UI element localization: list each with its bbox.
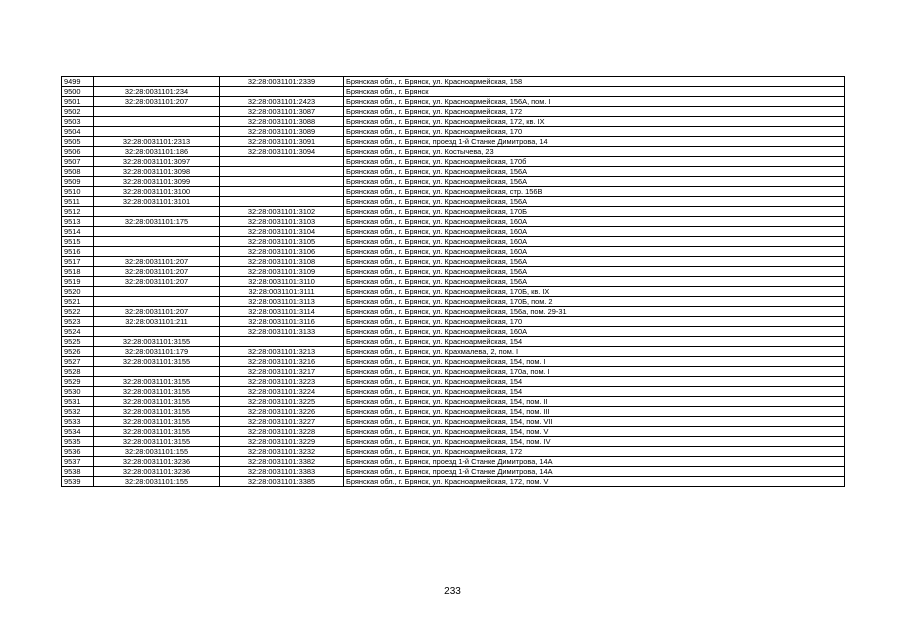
table-row (62, 397, 845, 407)
row-number-cell: 9514 (62, 227, 94, 237)
row-number-cell: 9522 (62, 307, 94, 317)
object-cadastral-cell: 32:28:0031101:3091 (220, 137, 344, 147)
row-number-cell: 9500 (62, 87, 94, 97)
parcel-cadastral-cell (94, 247, 220, 257)
object-cadastral-cell: 32:28:0031101:3110 (220, 277, 344, 287)
object-cadastral-cell: 32:28:0031101:3089 (220, 127, 344, 137)
object-cadastral-cell (220, 167, 344, 177)
object-cadastral-cell (220, 177, 344, 187)
address-cell: Брянская обл., г. Брянск, проезд 1-й Станке Димитрова, 14А (344, 457, 845, 467)
table-row (62, 187, 845, 197)
address-cell: Брянская обл., г. Брянск, ул. Красноармейская, 154 (344, 387, 845, 397)
parcel-cadastral-cell: 32:28:0031101:3155 (94, 437, 220, 447)
object-cadastral-cell (220, 197, 344, 207)
object-cadastral-cell: 32:28:0031101:3094 (220, 147, 344, 157)
address-cell: Брянская обл., г. Брянск, ул. Красноармейская, 170 (344, 317, 845, 327)
address-cell: Брянская обл., г. Брянск, ул. Красноармейская, стр. 156В (344, 187, 845, 197)
table-row (62, 307, 845, 317)
row-number-cell: 9531 (62, 397, 94, 407)
object-cadastral-cell: 32:28:0031101:3106 (220, 247, 344, 257)
row-number-cell: 9532 (62, 407, 94, 417)
parcel-cadastral-cell: 32:28:0031101:3155 (94, 417, 220, 427)
address-cell: Брянская обл., г. Брянск, ул. Красноармейская, 154 (344, 377, 845, 387)
table-row (62, 227, 845, 237)
row-number-cell: 9537 (62, 457, 94, 467)
parcel-cadastral-cell: 32:28:0031101:3097 (94, 157, 220, 167)
object-cadastral-cell: 32:28:0031101:2423 (220, 97, 344, 107)
address-cell: Брянская обл., г. Брянск, ул. Красноармейская, 154 (344, 337, 845, 347)
address-cell: Брянская обл., г. Брянск, ул. Красноармейская, 154, пом. I (344, 357, 845, 367)
table-row (62, 337, 845, 347)
address-cell: Брянская обл., г. Брянск, ул. Красноармейская, 160А (344, 237, 845, 247)
row-number-cell: 9535 (62, 437, 94, 447)
address-cell: Брянская обл., г. Брянск, ул. Красноармейская, 172 (344, 447, 845, 457)
table-row (62, 207, 845, 217)
object-cadastral-cell: 32:28:0031101:2339 (220, 77, 344, 87)
object-cadastral-cell: 32:28:0031101:3232 (220, 447, 344, 457)
row-number-cell: 9511 (62, 197, 94, 207)
table-row (62, 267, 845, 277)
address-cell: Брянская обл., г. Брянск, ул. Красноармейская, 170Б, пом. 2 (344, 297, 845, 307)
parcel-cadastral-cell (94, 77, 220, 87)
parcel-cadastral-cell: 32:28:0031101:207 (94, 97, 220, 107)
table-row (62, 477, 845, 487)
table-row (62, 107, 845, 117)
address-cell: Брянская обл., г. Брянск, ул. Красноармейская, 156А, пом. I (344, 97, 845, 107)
address-cell: Брянская обл., г. Брянск (344, 87, 845, 97)
row-number-cell: 9520 (62, 287, 94, 297)
row-number-cell: 9517 (62, 257, 94, 267)
object-cadastral-cell: 32:28:0031101:3383 (220, 467, 344, 477)
row-number-cell: 9524 (62, 327, 94, 337)
object-cadastral-cell: 32:28:0031101:3385 (220, 477, 344, 487)
table-row (62, 427, 845, 437)
parcel-cadastral-cell: 32:28:0031101:207 (94, 307, 220, 317)
table-row (62, 117, 845, 127)
object-cadastral-cell: 32:28:0031101:3223 (220, 377, 344, 387)
table-row (62, 297, 845, 307)
table-row (62, 377, 845, 387)
table-row (62, 177, 845, 187)
row-number-cell: 9504 (62, 127, 94, 137)
parcel-cadastral-cell: 32:28:0031101:2313 (94, 137, 220, 147)
address-cell: Брянская обл., г. Брянск, ул. Красноармейская, 170 (344, 127, 845, 137)
row-number-cell: 9518 (62, 267, 94, 277)
parcel-cadastral-cell: 32:28:0031101:155 (94, 477, 220, 487)
object-cadastral-cell: 32:28:0031101:3116 (220, 317, 344, 327)
address-cell: Брянская обл., г. Брянск, ул. Красноармейская, 156а, пом. 29-31 (344, 307, 845, 317)
parcel-cadastral-cell: 32:28:0031101:234 (94, 87, 220, 97)
table-row (62, 367, 845, 377)
table-row (62, 257, 845, 267)
table-row (62, 467, 845, 477)
object-cadastral-cell: 32:28:0031101:3226 (220, 407, 344, 417)
address-cell: Брянская обл., г. Брянск, ул. Красноармейская, 170Б, кв. IX (344, 287, 845, 297)
row-number-cell: 9503 (62, 117, 94, 127)
parcel-cadastral-cell: 32:28:0031101:3155 (94, 337, 220, 347)
row-number-cell: 9502 (62, 107, 94, 117)
parcel-cadastral-cell: 32:28:0031101:3101 (94, 197, 220, 207)
address-cell: Брянская обл., г. Брянск, ул. Красноармейская, 154, пом. IV (344, 437, 845, 447)
parcel-cadastral-cell (94, 227, 220, 237)
table-row (62, 147, 845, 157)
address-cell: Брянская обл., г. Брянск, ул. Красноармейская, 170а, пом. I (344, 367, 845, 377)
parcel-cadastral-cell (94, 297, 220, 307)
table-row (62, 317, 845, 327)
row-number-cell: 9528 (62, 367, 94, 377)
object-cadastral-cell: 32:28:0031101:3133 (220, 327, 344, 337)
object-cadastral-cell: 32:28:0031101:3217 (220, 367, 344, 377)
parcel-cadastral-cell: 32:28:0031101:3236 (94, 457, 220, 467)
parcel-cadastral-cell: 32:28:0031101:207 (94, 267, 220, 277)
table-row (62, 287, 845, 297)
parcel-cadastral-cell: 32:28:0031101:3155 (94, 407, 220, 417)
address-cell: Брянская обл., г. Брянск, ул. Красноармейская, 170б (344, 157, 845, 167)
address-cell: Брянская обл., г. Брянск, ул. Красноармейская, 156А (344, 197, 845, 207)
row-number-cell: 9527 (62, 357, 94, 367)
address-cell: Брянская обл., г. Брянск, проезд 1-й Станке Димитрова, 14 (344, 137, 845, 147)
address-cell: Брянская обл., г. Брянск, ул. Красноармейская, 154, пом. V (344, 427, 845, 437)
parcel-cadastral-cell: 32:28:0031101:186 (94, 147, 220, 157)
row-number-cell: 9509 (62, 177, 94, 187)
parcel-cadastral-cell (94, 237, 220, 247)
object-cadastral-cell (220, 87, 344, 97)
parcel-cadastral-cell: 32:28:0031101:211 (94, 317, 220, 327)
table-row (62, 277, 845, 287)
address-cell: Брянская обл., г. Брянск, ул. Красноармейская, 156А (344, 167, 845, 177)
object-cadastral-cell: 32:28:0031101:3213 (220, 347, 344, 357)
row-number-cell: 9501 (62, 97, 94, 107)
table-row (62, 137, 845, 147)
object-cadastral-cell: 32:28:0031101:3103 (220, 217, 344, 227)
object-cadastral-cell: 32:28:0031101:3382 (220, 457, 344, 467)
parcel-cadastral-cell: 32:28:0031101:179 (94, 347, 220, 357)
row-number-cell: 9516 (62, 247, 94, 257)
parcel-cadastral-cell (94, 207, 220, 217)
table-row (62, 327, 845, 337)
address-cell: Брянская обл., г. Брянск, ул. Красноармейская, 160А (344, 327, 845, 337)
address-cell: Брянская обл., г. Брянск, ул. Красноармейская, 156А (344, 277, 845, 287)
row-number-cell: 9505 (62, 137, 94, 147)
address-cell: Брянская обл., г. Брянск, ул. Красноармейская, 172, пом. V (344, 477, 845, 487)
parcel-cadastral-cell: 32:28:0031101:175 (94, 217, 220, 227)
address-cell: Брянская обл., г. Брянск, ул. Красноармейская, 156А (344, 257, 845, 267)
row-number-cell: 9507 (62, 157, 94, 167)
parcel-cadastral-cell (94, 107, 220, 117)
row-number-cell: 9525 (62, 337, 94, 347)
parcel-cadastral-cell: 32:28:0031101:3098 (94, 167, 220, 177)
object-cadastral-cell (220, 157, 344, 167)
row-number-cell: 9530 (62, 387, 94, 397)
parcel-cadastral-cell (94, 287, 220, 297)
table-row (62, 417, 845, 427)
row-number-cell: 9539 (62, 477, 94, 487)
address-cell: Брянская обл., г. Брянск, ул. Красноармейская, 160А (344, 247, 845, 257)
object-cadastral-cell: 32:28:0031101:3225 (220, 397, 344, 407)
address-cell: Брянская обл., г. Брянск, ул. Красноармейская, 154, пом. III (344, 407, 845, 417)
parcel-cadastral-cell: 32:28:0031101:3100 (94, 187, 220, 197)
address-cell: Брянская обл., г. Брянск, ул. Красноармейская, 160А (344, 217, 845, 227)
object-cadastral-cell: 32:28:0031101:3105 (220, 237, 344, 247)
parcel-cadastral-cell (94, 327, 220, 337)
object-cadastral-cell: 32:28:0031101:3113 (220, 297, 344, 307)
row-number-cell: 9519 (62, 277, 94, 287)
parcel-cadastral-cell: 32:28:0031101:207 (94, 277, 220, 287)
table-row (62, 197, 845, 207)
row-number-cell: 9513 (62, 217, 94, 227)
row-number-cell: 9512 (62, 207, 94, 217)
parcel-cadastral-cell (94, 127, 220, 137)
row-number-cell: 9523 (62, 317, 94, 327)
row-number-cell: 9529 (62, 377, 94, 387)
table-row (62, 217, 845, 227)
address-cell: Брянская обл., г. Брянск, ул. Красноармейская, 160А (344, 227, 845, 237)
table-row (62, 167, 845, 177)
address-cell: Брянская обл., г. Брянск, ул. Красноармейская, 156А (344, 267, 845, 277)
table-row (62, 457, 845, 467)
address-cell: Брянская обл., г. Брянск, ул. Красноармейская, 156А (344, 177, 845, 187)
object-cadastral-cell: 32:28:0031101:3104 (220, 227, 344, 237)
parcel-cadastral-cell: 32:28:0031101:3155 (94, 387, 220, 397)
object-cadastral-cell: 32:28:0031101:3088 (220, 117, 344, 127)
parcel-cadastral-cell: 32:28:0031101:3155 (94, 377, 220, 387)
row-number-cell: 9499 (62, 77, 94, 87)
parcel-cadastral-cell: 32:28:0031101:3155 (94, 427, 220, 437)
parcel-cadastral-cell: 32:28:0031101:3099 (94, 177, 220, 187)
table-row (62, 127, 845, 137)
row-number-cell: 9533 (62, 417, 94, 427)
address-cell: Брянская обл., г. Брянск, ул. Красноармейская, 154, пом. II (344, 397, 845, 407)
row-number-cell: 9515 (62, 237, 94, 247)
object-cadastral-cell: 32:28:0031101:3229 (220, 437, 344, 447)
address-cell: Брянская обл., г. Брянск, ул. Красноармейская, 172 (344, 107, 845, 117)
object-cadastral-cell (220, 187, 344, 197)
object-cadastral-cell: 32:28:0031101:3109 (220, 267, 344, 277)
object-cadastral-cell: 32:28:0031101:3216 (220, 357, 344, 367)
row-number-cell: 9534 (62, 427, 94, 437)
table-row (62, 157, 845, 167)
table-row (62, 97, 845, 107)
address-cell: Брянская обл., г. Брянск, ул. Красноармейская, 158 (344, 77, 845, 87)
table-row (62, 347, 845, 357)
table-row (62, 387, 845, 397)
row-number-cell: 9526 (62, 347, 94, 357)
parcel-cadastral-cell: 32:28:0031101:3155 (94, 357, 220, 367)
table-row (62, 77, 845, 87)
registry-table-body (62, 77, 845, 487)
table-row (62, 447, 845, 457)
table-row (62, 437, 845, 447)
table-row (62, 87, 845, 97)
object-cadastral-cell: 32:28:0031101:3108 (220, 257, 344, 267)
row-number-cell: 9506 (62, 147, 94, 157)
row-number-cell: 9508 (62, 167, 94, 177)
row-number-cell: 9538 (62, 467, 94, 477)
object-cadastral-cell: 32:28:0031101:3102 (220, 207, 344, 217)
parcel-cadastral-cell: 32:28:0031101:3236 (94, 467, 220, 477)
object-cadastral-cell: 32:28:0031101:3087 (220, 107, 344, 117)
address-cell: Брянская обл., г. Брянск, ул. Костычева, 23 (344, 147, 845, 157)
row-number-cell: 9536 (62, 447, 94, 457)
address-cell: Брянская обл., г. Брянск, ул. Красноармейская, 172, кв. IX (344, 117, 845, 127)
table-row (62, 357, 845, 367)
object-cadastral-cell: 32:28:0031101:3224 (220, 387, 344, 397)
address-cell: Брянская обл., г. Брянск, ул. Красноармейская, 154, пом. VII (344, 417, 845, 427)
object-cadastral-cell: 32:28:0031101:3111 (220, 287, 344, 297)
parcel-cadastral-cell: 32:28:0031101:3155 (94, 397, 220, 407)
address-cell: Брянская обл., г. Брянск, ул. Крахмалева, 2, пом. I (344, 347, 845, 357)
object-cadastral-cell: 32:28:0031101:3227 (220, 417, 344, 427)
registry-table (61, 76, 845, 487)
parcel-cadastral-cell (94, 117, 220, 127)
object-cadastral-cell: 32:28:0031101:3114 (220, 307, 344, 317)
address-cell: Брянская обл., г. Брянск, проезд 1-й Станке Димитрова, 14А (344, 467, 845, 477)
table-row (62, 237, 845, 247)
row-number-cell: 9521 (62, 297, 94, 307)
page-number: 233 (444, 586, 461, 597)
parcel-cadastral-cell: 32:28:0031101:155 (94, 447, 220, 457)
address-cell: Брянская обл., г. Брянск, ул. Красноармейская, 170Б (344, 207, 845, 217)
parcel-cadastral-cell: 32:28:0031101:207 (94, 257, 220, 267)
object-cadastral-cell: 32:28:0031101:3228 (220, 427, 344, 437)
table-row (62, 247, 845, 257)
parcel-cadastral-cell (94, 367, 220, 377)
row-number-cell: 9510 (62, 187, 94, 197)
object-cadastral-cell (220, 337, 344, 347)
table-row (62, 407, 845, 417)
